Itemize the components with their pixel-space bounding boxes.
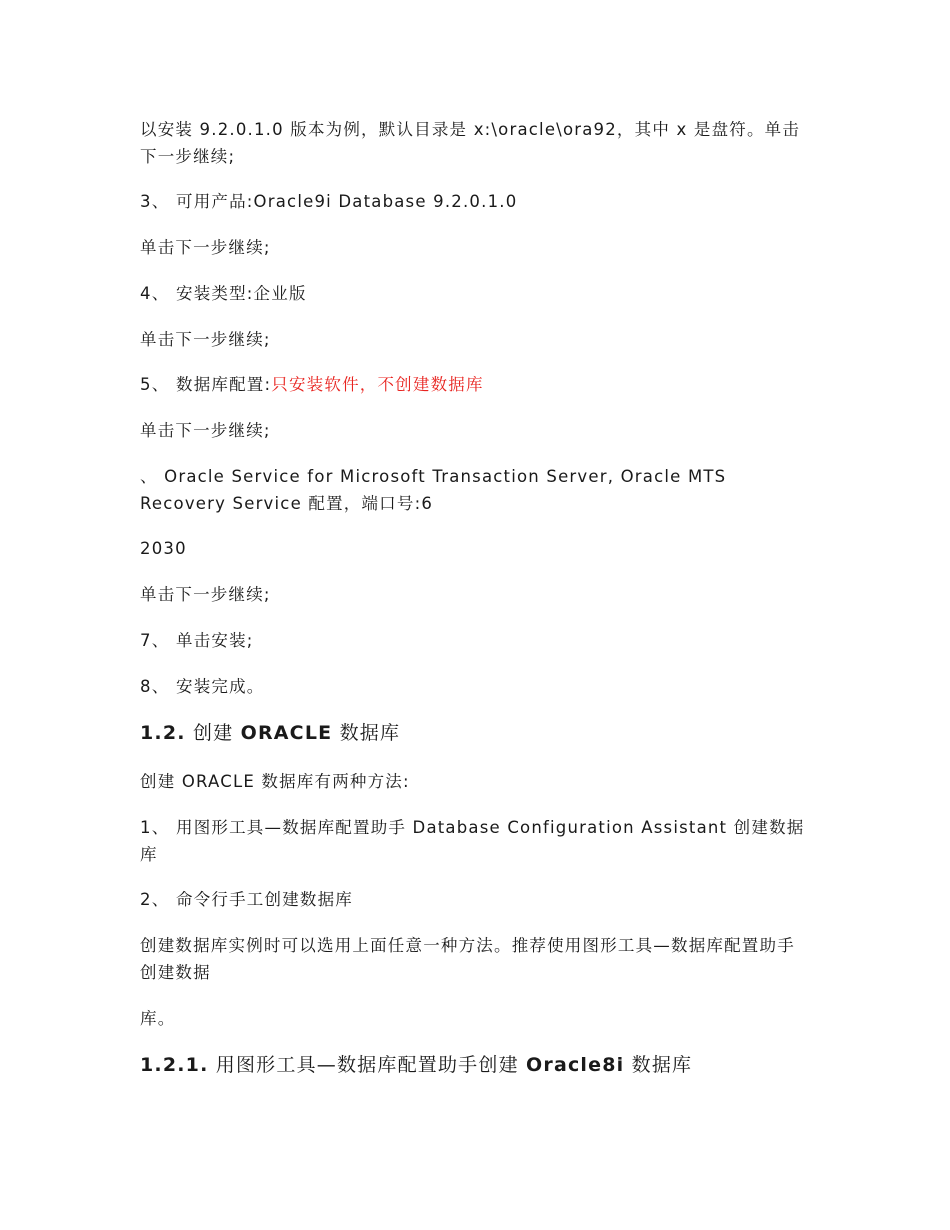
section-heading-1-2-1 [140,1052,805,1079]
list-text: 可用产品:Oracle9i Database 9.2.0.1.0 [176,192,518,211]
paragraph-next-step: 单击下一步继续; [140,330,271,349]
list-number: 4、 [140,284,170,303]
list-number: 3、 [140,192,170,211]
list-number: 2、 [140,890,170,909]
list-number: 5、 [140,375,170,394]
paragraph-two-methods: 创建 ORACLE 数据库有两种方法: [140,772,410,791]
heading-number: 1.2.1. [140,1054,209,1076]
list-number: 7、 [140,631,170,650]
list-text: 命令行手工创建数据库 [176,890,353,909]
paragraph-next-step: 单击下一步继续; [140,421,271,440]
list-item-install-complete [140,673,805,700]
list-item-install-type [140,280,805,307]
heading-number: 1.2. [140,722,186,744]
heading-text: 数据库 [339,722,401,744]
list-number: 1、 [140,818,170,837]
heading-text: 创建 [192,722,234,744]
heading-bold-text: Oracle8i [526,1054,625,1076]
list-text: 用图形工具—数据库配置助手 Database Configuration Assistant 创建数据库 [140,818,805,864]
paragraph-recommendation: 创建数据库实例时可以选用上面任意一种方法。推荐使用图形工具—数据库配置助手创建数据 [140,936,795,982]
paragraph-port: 2030 [140,539,187,558]
list-item-click-install [140,627,805,654]
list-item-db-config [140,371,805,398]
list-text: 数据库配置: [176,375,272,394]
paragraph-mts-service: 、 Oracle Service for Microsoft Transaction Server, Oracle MTS Recovery Service 配置，端口号:6 [140,467,727,513]
list-item-method-dbca [140,814,805,868]
paragraph-next-step: 单击下一步继续; [140,238,271,257]
highlight-text: 只安装软件，不创建数据库 [271,375,484,394]
section-heading-1-2 [140,720,805,747]
list-text: 单击安装; [176,631,254,650]
paragraph-next-step: 单击下一步继续; [140,585,271,604]
list-item-available-products [140,188,805,215]
list-text: 安装类型:企业版 [176,284,307,303]
list-text: 安装完成。 [176,677,265,696]
paragraph-ku: 库。 [140,1009,176,1028]
heading-text: 数据库 [631,1054,693,1076]
paragraph-install-dir: 以安装 9.2.0.1.0 版本为例，默认目录是 x:\oracle\ora92，其中 x 是盘符。单击下一步继续; [140,120,801,166]
heading-bold-text: ORACLE [240,722,333,744]
list-item-method-manual [140,886,805,913]
list-number: 8、 [140,677,170,696]
heading-text: 用图形工具—数据库配置助手创建 [215,1054,519,1076]
